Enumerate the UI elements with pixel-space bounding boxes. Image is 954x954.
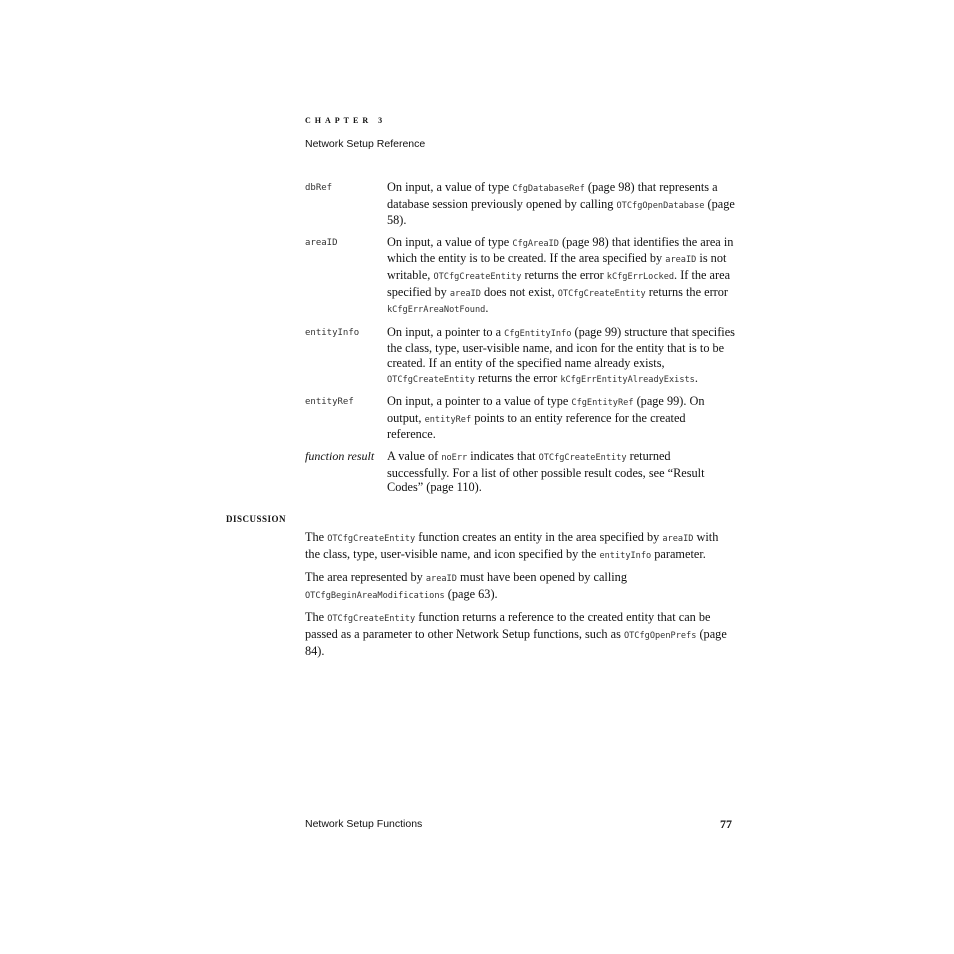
- chapter-title: Network Setup Reference: [305, 138, 426, 150]
- text-run: parameter.: [651, 546, 706, 561]
- code-identifier: OTCfgOpenPrefs: [623, 630, 697, 641]
- text-run: The: [305, 610, 328, 625]
- text-run: function creates an entity in the area specified by: [415, 530, 663, 544]
- discussion-paragraph: [305, 610, 735, 658]
- code-identifier: CfgAreaID: [512, 238, 559, 249]
- parameter-description: [387, 394, 735, 442]
- text-run: returns the error: [521, 267, 607, 282]
- code-identifier: entityRef: [424, 414, 472, 425]
- parameter-row: [305, 235, 735, 318]
- parameter-name: areaID: [305, 237, 338, 248]
- code-identifier: kCfgErrEntityAlreadyExists: [560, 374, 695, 385]
- text-run: .: [694, 370, 698, 385]
- text-run: returns the error: [474, 370, 561, 385]
- text-run: The: [305, 530, 328, 544]
- code-identifier: kCfgErrAreaNotFound: [387, 305, 486, 316]
- parameter-name: function result: [305, 448, 375, 463]
- text-run: (page 99) structure that specifies the class, type, user-visible name, and icon for the entity that is to be created. If an entity of the specified name already exists,: [387, 324, 735, 370]
- code-identifier: areaID: [449, 288, 481, 299]
- code-identifier: OTCfgCreateEntity: [538, 452, 627, 463]
- text-run: indicates that: [467, 448, 539, 463]
- code-identifier: areaID: [425, 574, 457, 585]
- code-identifier: areaID: [662, 534, 694, 544]
- code-identifier: OTCfgOpenDatabase: [616, 200, 705, 211]
- parameter-row: [305, 449, 735, 495]
- text-run: returns the error: [645, 284, 729, 299]
- footer-section: Network Setup Functions: [305, 818, 423, 830]
- text-run: On input, a value of type: [387, 234, 513, 249]
- parameter-description: [387, 325, 735, 387]
- text-run: returned successfully. For a list of other possible result codes, see “Result Codes” (page 110).: [387, 448, 705, 495]
- discussion-heading: DISCUSSION: [226, 514, 287, 524]
- code-identifier: CfgEntityRef: [571, 398, 634, 409]
- parameter-description: [387, 449, 735, 495]
- code-identifier: areaID: [665, 255, 697, 266]
- text-run: (page 58).: [387, 196, 735, 228]
- parameter-row: [305, 180, 735, 228]
- code-identifier: CfgDatabaseRef: [512, 184, 585, 194]
- text-run: (page 98) that represents a database session previously opened by calling: [387, 180, 718, 211]
- parameter-description: [387, 180, 735, 228]
- discussion-body: [305, 530, 735, 665]
- discussion-paragraph: [305, 570, 735, 603]
- text-run: The area represented by: [305, 570, 426, 585]
- text-run: does not exist,: [480, 284, 558, 299]
- parameter-list: [305, 180, 735, 502]
- parameter-name: entityInfo: [305, 327, 360, 338]
- text-run: A value of: [387, 448, 442, 463]
- parameter-name: entityRef: [305, 397, 354, 408]
- text-run: . If the area specified by: [387, 267, 731, 299]
- code-identifier: OTCfgCreateEntity: [327, 614, 416, 625]
- parameter-row: [305, 325, 735, 387]
- code-identifier: kCfgErrLocked: [606, 271, 675, 282]
- code-identifier: OTCfgCreateEntity: [387, 374, 475, 385]
- text-run: with the class, type, user-visible name, and icon specified by the: [305, 530, 719, 561]
- text-run: function returns a reference to the created entity that can be passed as a parameter to other Network Setup functions, such as: [305, 610, 711, 641]
- code-identifier: OTCfgCreateEntity: [433, 271, 522, 282]
- parameter-description: [387, 235, 735, 318]
- text-run: is not writable,: [387, 251, 727, 282]
- chapter-label: CHAPTER 3: [305, 116, 387, 125]
- text-run: must have been opened by calling: [456, 570, 627, 585]
- text-run: On input, a value of type: [387, 180, 513, 194]
- text-run: On input, a pointer to a: [387, 324, 505, 339]
- text-run: (page 98) that identifies the area in which the entity is to be created. If the area specified by: [387, 234, 734, 266]
- text-run: points to an entity reference for the created reference.: [387, 410, 686, 442]
- code-identifier: OTCfgBeginAreaModifications: [305, 590, 445, 601]
- code-identifier: OTCfgCreateEntity: [557, 288, 646, 299]
- text-run: (page 63).: [444, 586, 498, 601]
- code-identifier: OTCfgCreateEntity: [327, 534, 416, 544]
- parameter-name: dbRef: [305, 183, 333, 193]
- text-run: (page 84).: [305, 626, 727, 658]
- code-identifier: noErr: [441, 452, 468, 463]
- discussion-paragraph: [305, 530, 735, 563]
- text-run: (page 99). On output,: [387, 394, 705, 425]
- text-run: On input, a pointer to a value of type: [387, 394, 572, 409]
- parameter-row: [305, 394, 735, 442]
- page-number: 77: [720, 817, 732, 831]
- text-run: .: [485, 301, 489, 316]
- code-identifier: CfgEntityInfo: [504, 328, 572, 339]
- code-identifier: entityInfo: [599, 550, 652, 561]
